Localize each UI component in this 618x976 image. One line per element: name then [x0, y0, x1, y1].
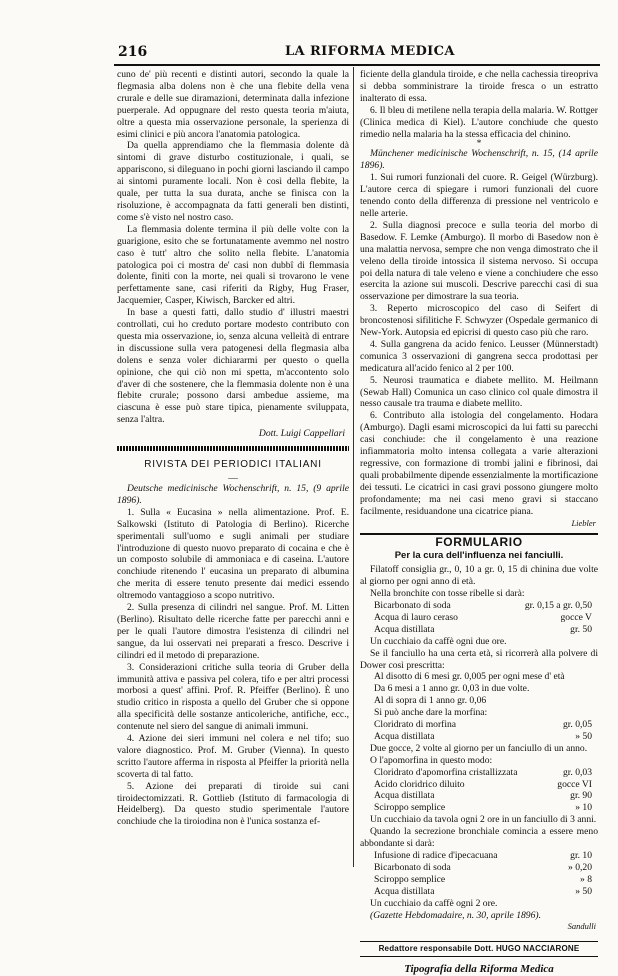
- ingredient: Acqua distillata: [374, 730, 435, 742]
- ingredient: Da 6 mesi a 1 anno gr. 0,03 in due volte.: [374, 683, 530, 695]
- page-number: 216: [118, 44, 148, 60]
- paragraph: Da quella apprendiamo che la flemmasia dolente dà sintomi di grave disturbo costituzionale, i quali, se appariscono, si dileguano in pochi giorni lasciando il campo ai sintomi puramente locali. Non è così della flebite, la quale, per tutta la sua durata, anche se finisca con la risoluzione, è accompagnata da fatti generali ben distinti, come s'è visto nel nostro caso.: [117, 140, 349, 223]
- review-item: 4. Azione dei sieri immuni nel colera e nel tifo; suo valore diagnostico. Prof. M. Gruber (Vienna). In questo scritto l'autore afferma in risposta al Pfeiffer la priorità nella scoverta di tal fatto.: [117, 733, 349, 780]
- prescription-row: [360, 790, 598, 802]
- prescription-row: [360, 624, 598, 636]
- review-item: 5. Azione dei preparati di tiroide sui cani tiroidectomizzati. R. Gottlieb (Istituto di farmacologia di Heidelberg). Da questo studio sperimentale l'autore conchiude che la tiroiodina non è l'unica sostanza ef-: [117, 780, 349, 828]
- editor-line: Redattore responsabile Dott. HUGO NACCIARONE: [360, 941, 598, 957]
- ingredient: Acqua distillata: [374, 790, 435, 802]
- review-item: 1. Sui rumori funzionali del cuore. R. Geigel (Würzburg). L'autore cerca di spiegare i rumori funzionali del cuore tenendo conto della differenza di pressione nel ventricolo e nelle arterie.: [360, 172, 598, 219]
- review-item: 2. Sulla presenza di cilindri nel sangue. Prof. M. Litten (Berlino). Risultato delle ricerche fatte per parecchi anni e per le quali l'autore dimostra l'esistenza di cilindri nel sangue, da lui osservati nei preparati a fresco. Descrive i cilindri ed il metodo di preparazione.: [117, 602, 349, 661]
- prescription-row: [360, 862, 598, 874]
- ingredient: Cloridrato d'apomorfina cristallizzata: [374, 766, 518, 778]
- ingredient: Bicarbonato di soda: [374, 599, 451, 611]
- journal-reference: Deutsche medicinische Wochenschrift, n. 15, (9 aprile 1896).: [117, 483, 349, 506]
- author-signature: Dott. Luigi Cappellari: [258, 428, 345, 440]
- dose: gr. 0,05: [562, 719, 592, 731]
- ingredient: Infusione di radice d'ipecacuana: [374, 850, 498, 861]
- prescription-row: [360, 779, 598, 791]
- dose: gr. 0,03: [562, 766, 592, 778]
- ingredient: Sciroppo semplice: [374, 802, 446, 814]
- ingredient: Si può anche dare la morfina:: [374, 707, 488, 719]
- printer-line: Tipografia della Riforma Medica: [404, 963, 554, 976]
- prescription-row: [360, 600, 598, 612]
- prescription-row: [360, 850, 598, 862]
- review-item-continued: ficiente della glandula tiroide, e che nella cachessia tireopriva si debba somministrare la tiroide fresca o un estratto inalterato di essa.: [360, 69, 598, 104]
- formula-text: Due gocce, 2 volte al giorno per un fanciullo di un anno.: [370, 742, 588, 754]
- dose: gocce VI: [557, 778, 592, 790]
- dose: gocce V: [560, 611, 592, 623]
- review-item: 2. Sulla diagnosi precoce e sulla teoria del morbo di Basedow. F. Lemke (Amburgo). Il morbo di Basedow non è una malattia nervosa, sempre che non venga dimostrato che il veleno della tiroide intossica il sistema nervoso. Si occupa poi della natura di tale veleno e viene a conchiudere che esso esercita la azione sui muscoli. Descrive parecchi casi di sua osservazione per dimostrare la sua teoria.: [360, 219, 598, 303]
- review-item: 6. Il bleu di metilene nella terapia della malaria. W. Rottger (Clinica medica di Kiel). L'autore conchiude che questo rimedio nella malaria ha la stessa efficacia del chinino.: [360, 104, 598, 140]
- paragraph: cuno de' più recenti e distinti autori, secondo la quale la flegmasia alba dolens non è che una flebite della vena crurale e delle sue diramazioni, determinata dalla infezione puerperale. Ad oppugnare del resto questa teoria m'aiuta, oltre a questa mia osservazione personale, la sperienza di esimi clinici e più ancora l'anatomia patologica.: [117, 69, 349, 140]
- prescription-list: [360, 600, 598, 636]
- ingredient: Cloridrato di morfina: [374, 719, 457, 731]
- dose: gr. 90: [570, 790, 592, 802]
- prescription-row: [360, 802, 598, 814]
- prescription-row: [360, 719, 598, 731]
- prescription-row: [360, 707, 598, 719]
- review-item: 6. Contributo alla istologia del congelamento. Hodara (Amburgo). Dagli esami microscopici da lui fatti su parecchi casi conchiude: che il congelamento è una reazione infiammatoria molto intensa collegata a varie alterazioni regressive, con formazione di trombi jalini e fibrinosi, dai quali probabilmente dipende essenzialmente la mortificazione dei tessuti. Le cicatrici in casi gravi possono giungere molto profondamente; ma nei casi meno gravi si staccano facilmente, residuandone una cicatrice piana.: [360, 410, 598, 517]
- dash-divider: —: [228, 473, 238, 484]
- ingredient: Bicarbonato di soda: [374, 861, 451, 873]
- dose: gr. 50: [570, 623, 592, 635]
- review-item: 5. Neurosi traumatica e diabete mellito. M. Heilmann (Sewab Hall) Comunica un caso clinico col quale dimostra il nesso causale tra trauma e diabete mellito.: [360, 374, 598, 410]
- dose: » 50: [575, 730, 592, 742]
- prescription-list: [360, 850, 598, 898]
- section-title: RIVISTA DEI PERIODICI ITALIANI: [144, 459, 322, 471]
- prescription-row: [360, 695, 598, 707]
- formula-text: O l'apomorfina in questo modo:: [370, 754, 493, 766]
- formula-source: (Gazette Hebdomadaire, n. 30, aprile 1896).: [370, 909, 541, 921]
- prescription-row: [360, 671, 598, 683]
- paragraph: In base a questi fatti, dallo studio d' illustri maestri controllati, cui ho creduto portare modesto contributo con questa mia osservazione, io, senza alcuna velleità di entrare in discussione sulla vera patogenesi della flegmasia alba dolens e senza voler dichiararmi per questo o quella opinione, che qui ciò non mi spetta, m'accontento solo d'aver di che sostenere, che la flemmasia dolente non è una flebite crurale; possono darsi ambedue assieme, ma ciascuna è esse può stare tipica, pienamente sviluppata, senza l'altra.: [117, 307, 349, 426]
- ingredient: Sciroppo semplice: [374, 873, 446, 885]
- formula-text: Un cucchiaio da caffè ogni 2 ore.: [370, 897, 498, 909]
- right-column: [360, 69, 598, 976]
- formula-text: Quando la secrezione bronchiale comincia a essere meno abbondante si darà:: [360, 826, 598, 850]
- ingredient: Acqua distillata: [374, 623, 435, 635]
- prescription-row: [360, 612, 598, 624]
- prescription-list: [360, 767, 598, 815]
- ingredient: Acqua distillata: [374, 885, 435, 897]
- header-rule: [114, 64, 600, 66]
- reviewer-signature: Liebler: [571, 517, 596, 528]
- formula-text: Un cucchiaio da tavola ogni 2 ore in un fanciullo di 3 anni.: [370, 814, 597, 826]
- dose: » 50: [575, 885, 592, 897]
- dose: gr. 10: [570, 850, 592, 861]
- paragraph: La flemmasia dolente termina il più delle volte con la guarigione, esito che se fortunatamente avemmo nel nostro caso è tutt' altro che solito nella flebite. L'anatomia patologica poi ci mostra de' casi non dubbî di flemmasia dolente, finiti con la morte, nei quali si trovarono le vene perfettamente sane, casi riferiti da Rigby, Hug Fraser, Jacquemier, Casper, Kiwisch, Barcker ed altri.: [117, 223, 349, 307]
- review-item: 3. Considerazioni critiche sulla teoria di Gruber della immunità attiva e passiva pel colera, tifo e per altri processi morbosi a quest' affini. Prof. R. Pfeiffer (Berlino). È uno studio critico in risposta a quello del Gruber che si oppone alla specificità delle sostanze anticoleriche, antifiche, ecc., contenute nel siero del sangue di animali immuni.: [117, 661, 349, 733]
- ingredient: Acqua di lauro ceraso: [374, 611, 458, 623]
- formula-text: Un cucchiaio da caffè ogni due ore.: [370, 635, 507, 647]
- prescription-row: [360, 683, 598, 695]
- left-column: [117, 69, 349, 828]
- dose: » 10: [575, 802, 592, 814]
- prescription-row: [360, 767, 598, 779]
- dose: » 0,20: [568, 861, 592, 873]
- journal-title: LA RIFORMA MEDICA: [285, 44, 455, 59]
- page-header: [118, 44, 618, 62]
- review-item: 3. Reperto microscopico del caso di Seifert di broncostenosi sifilitiche F. Schwyzer (Ospedale germanico di New-York. Autopsia ed epicrisi di questo caso più che raro.: [360, 303, 598, 339]
- prescription-row: [360, 886, 598, 898]
- ingredient: Al di sopra di 1 anno gr. 0,06: [374, 695, 487, 707]
- dose: gr. 0,15 a gr. 0,50: [524, 599, 592, 611]
- formula-text: Filatoff consiglia gr., 0, 10 a gr. 0, 15 di chinina due volte al giorno per ogni anno di età.: [360, 564, 598, 588]
- journal-reference: Münchener medicinische Wochenschrift, n. 15, (14 aprile 1896).: [360, 148, 598, 172]
- formulario-section: [360, 533, 598, 933]
- section-divider: [117, 446, 349, 451]
- formula-text: Se il fanciullo ha una certa età, si ricorrerà alla polvere di Dower così prescritta:: [360, 647, 598, 671]
- formulario-title: FORMULARIO: [435, 535, 523, 550]
- prescription-row: [360, 731, 598, 743]
- prescription-list: [360, 671, 598, 742]
- review-item: 1. Sulla « Eucasina » nella alimentazione. Prof. E. Salkowski (Istituto di Patologia di Berlino). Ricerche sperimentali sull'uomo e sugli animali per studiare l'introduzione di questo nuovo preparato di cocaina e che è un composto solubile di ammoniaca e di caseina. L'autore conchiude ritenendo l' eucasina un preparato di albumina che merita di essere tenuto presente dai medici essendo oltremodo vantaggioso a scopo nutritivo.: [117, 506, 349, 602]
- ingredient: Al disotto di 6 mesi gr. 0,005 per ogni mese d' età: [374, 671, 565, 683]
- formulario-subtitle: Per la cura dell'influenza nei fanciulli.: [394, 550, 564, 562]
- asterisk-divider: *: [476, 138, 482, 150]
- column-divider: [353, 67, 354, 867]
- prescription-row: [360, 874, 598, 886]
- dose: » 8: [580, 873, 592, 885]
- review-item: 4. Sulla gangrena da acido fenico. Leusser (Münnerstadt) comunica 3 osservazioni di gangrena secca prodottasi per medicatura all'acido fenico al 2 per 100.: [360, 338, 598, 374]
- formula-text: Nella bronchite con tosse ribelle si darà:: [370, 588, 525, 600]
- ingredient: Acido cloridrico diluito: [374, 778, 465, 790]
- reviewer-signature: Sandulli: [567, 921, 596, 932]
